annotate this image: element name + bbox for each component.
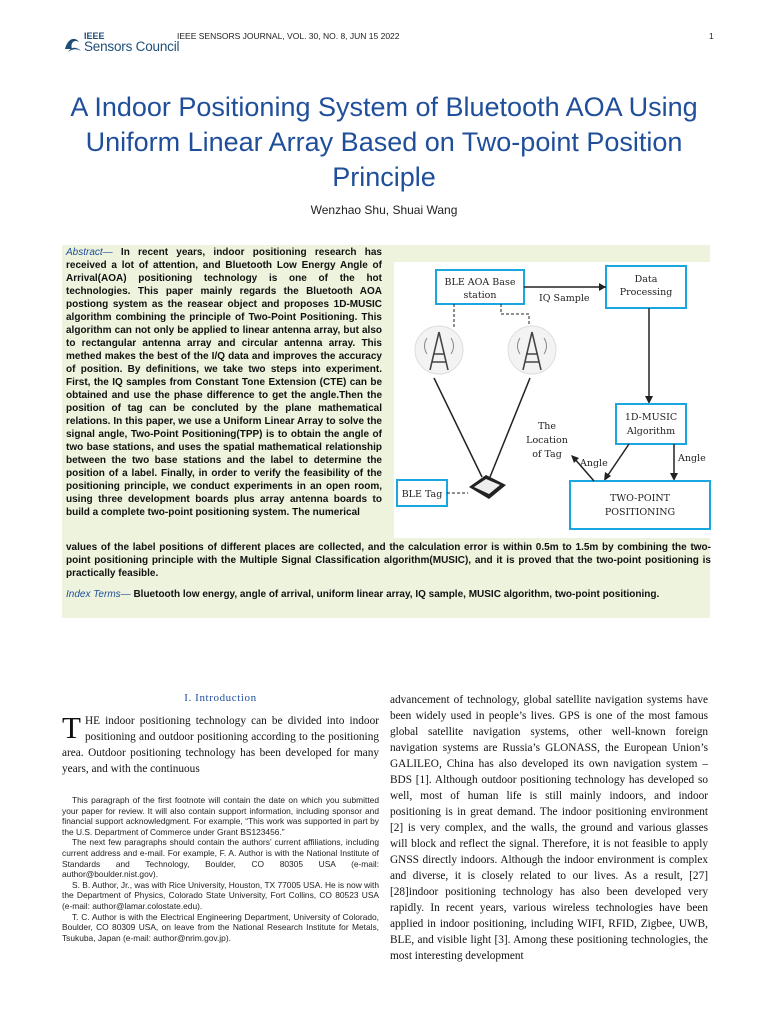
location-label-1: The: [537, 421, 557, 432]
paper-title: A Indoor Positioning System of Bluetooth AOA Using Uniform Linear Array Based on Two-point Position Principle: [70, 92, 698, 192]
tpp-label-2: POSITIONING: [604, 507, 676, 518]
tpp-label-1: TWO-POINT: [609, 493, 671, 504]
footnote: S. B. Author, Jr., was with Rice University, Houston, TX 77005 USA. He is now with the Department of Physics, Colorado State University, Fort Collins, CO 80523 USA (e-mail: author@lamar.colostate.edu).: [62, 879, 379, 911]
music-algorithm-box: [616, 404, 686, 444]
footnote: T. C. Author is with the Electrical Engineering Department, University of Colorado, Boulder, CO 80309 USA, on leave from the National Research Institute for Metals, Tsukuba, Japan (e-mail: author@nrim.gov.jp).: [62, 911, 379, 943]
index-terms-body: Bluetooth low energy, angle of arrival, uniform linear array, IQ sample, MUSIC algorithm, two-point positioning.: [133, 589, 660, 600]
antenna-right-icon: [508, 326, 556, 374]
antenna-left-icon: [415, 326, 463, 374]
index-terms: [66, 588, 711, 601]
drop-cap: T: [62, 710, 81, 745]
ieee-logo-icon: [62, 34, 84, 54]
sensors-council-logo: [62, 31, 180, 56]
paper-authors: Wenzhao Shu, Shuai Wang: [310, 203, 458, 217]
page-number: 1: [709, 31, 714, 41]
system-diagram: [394, 262, 712, 538]
music-label-2: Algorithm: [626, 426, 676, 437]
ble-aoa-base-label-1: BLE AOA Base: [444, 277, 516, 288]
ble-tag-device-icon: [469, 475, 506, 499]
footnote: The next few paragraphs should contain the authors’ current affiliations, including current address and e-mail. For example, F. A. Author is with the National Institute of Standards and Technology, Boulder, CO 80305 USA (e-mail: author@boulder.nist.gov).: [62, 837, 379, 880]
location-label-2: Location: [526, 435, 568, 446]
location-label-3: of Tag: [532, 449, 562, 460]
data-processing-box: [606, 266, 686, 308]
running-head: IEEE SENSORS JOURNAL, VOL. 30, NO. 8, JUN 15 2022: [177, 31, 400, 41]
logo-ieee-text: IEEE: [84, 31, 105, 41]
index-terms-label: Index Terms—: [66, 589, 131, 600]
data-processing-label-2: Processing: [619, 287, 673, 298]
ble-tag-label: BLE Tag: [401, 489, 443, 500]
data-processing-label-1: Data: [634, 274, 658, 285]
abstract-text-continued: values of the label positions of different places are collected, and the calculation error is within 0.5m to 1.5m by combining the two-point positioning principle with the Multiple Signal Classification algorithm(MUSIC), and it is proved that the two-point positioning is practically feasible.: [66, 542, 711, 579]
logo-name-text: Sensors Council: [84, 39, 180, 54]
intro-paragraph: [62, 710, 379, 777]
abstract-text: [66, 246, 382, 519]
ble-tag-box: [397, 480, 447, 506]
angle-right-label: Angle: [678, 453, 706, 464]
footnote: This paragraph of the first footnote will contain the date on which you submitted your paper for review. It will also contain support information, including sponsor and financial support acknowledgment. For example, “This work was supported in part by the U.S. Department of Commerce under Grant BS123456.”: [62, 795, 379, 837]
ble-aoa-base-label-2: station: [463, 290, 497, 301]
intro-text: HE indoor positioning technology can be divided into indoor positioning and outdoor positioning according to the positioning area. Outdoor positioning technology has been developed for many years, and with the continuous: [62, 715, 379, 775]
ble-aoa-base-station-box: [436, 270, 524, 304]
abstract-label: Abstract—: [66, 247, 113, 258]
iq-sample-label: IQ Sample: [539, 293, 590, 304]
footnotes: [62, 795, 379, 943]
abstract-body-1: In recent years, indoor positioning research has received a lot of attention, and Bluetooth Low Energy Angle of Arrival(AOA) positioning technology is one of the hot technologies. This paper mainly regards the Bluetooth AOA postiong system as the reasear object and proposes 1D-MUSIC algorithm combining the principle of Two-Point Positioning. This algorithm can not only be applied to linear antenna array, but also to rectangular antenna array and circular antenna array. This methed makes the best of the I/Q data and improves the accuracy of position. By definitions, we take two steps into experiment. First, the IQ samples from Constant Tone Extension (CTE) can be obtained and use the phase difference to get the angle.Then the position of tag can be concluted by the plane mathematical relations. In this paper, we use a Uniform Linear Array to solve the signal angle, Two-Point Positioning(TPP) is to obtain the angle of two base stations, and uses the spatial mathematical relationship between the two base stations and the label to determine the position of a label. Finally, in order to verify the feasibility of the positioning principle, we conduct experiments in an open room, using three development boards plus array antenna boards to build a complete two-point positioning system. The numerical: [66, 247, 382, 518]
intro-column-2: advancement of technology, global satellite navigation systems have been widely used in people’s lives. GPS is one of the most famous global satellite navigation systems, other well-known foreign navigation systems are Russia’s GLONASS, the European Union’s GALILEO, China has also developed its own navigation system – BDS [1]. Although outdoor positioning technology has developed so well, most of human life is still mainly indoors, and indoor positioning is in great demand. The indoor positioning environment [2] is very complex, and the walls, the ground and various glasses will block and reflect the signal. Therefore, it is not feasible to apply GNSS directly indoors. Although the indoor environment is complex and diverse, it is closely related to our lives. As a result, [27] [28]indoor positioning technology has also been developed very rapidly. In recent years, various wireless technologies have been applied in indoor positioning, including WIFI, RFID, Zigbee, UWB, BLE, and visible light [3]. Among these positioning technologies, the most interesting development: [390, 694, 708, 962]
two-point-positioning-box: [570, 481, 710, 529]
angle-left-label: Angle: [580, 458, 608, 469]
section-heading: I. Introduction: [184, 692, 257, 704]
music-label-1: 1D-MUSIC: [624, 412, 678, 423]
